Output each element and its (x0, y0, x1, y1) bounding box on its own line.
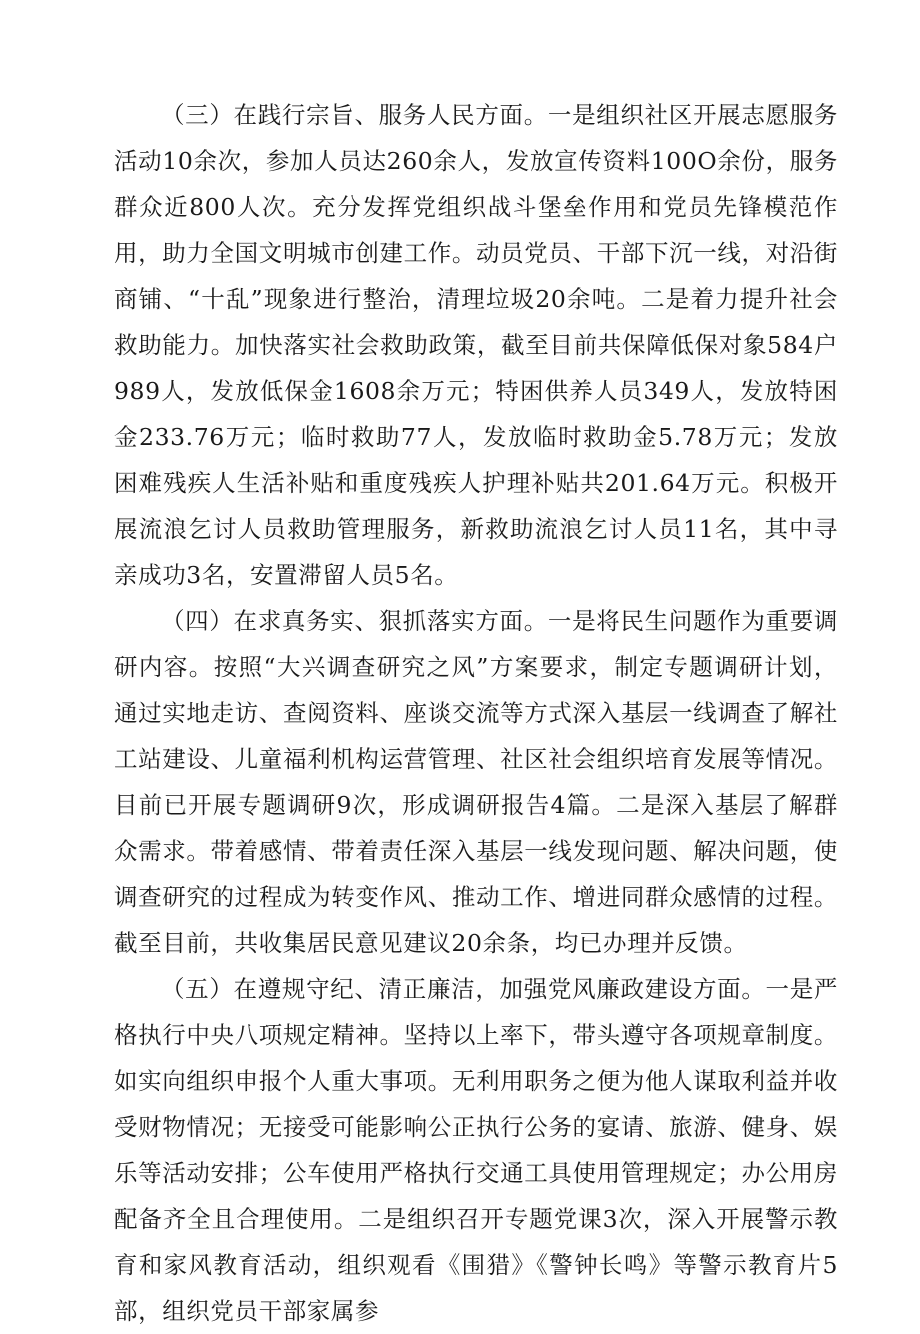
document-body (114, 92, 838, 1334)
paragraph-section-4: （四）在求真务实、狠抓落实方面。一是将民生问题作为重要调研内容。按照“大兴调查研究之风”方案要求，制定专题调研计划，通过实地走访、查阅资料、座谈交流等方式深入基层一线调查了解社工站建设、儿童福利机构运营管理、社区社会组织培育发展等情况。目前已开展专题调研9次，形成调研报告4篇。二是深入基层了解群众需求。带着感情、带着责任深入基层一线发现问题、解决问题，使调查研究的过程成为转变作风、推动工作、增进同群众感情的过程。截至目前，共收集居民意见建议20余条，均已办理并反馈。 (114, 607, 838, 957)
paragraph-section-5: （五）在遵规守纪、清正廉洁，加强党风廉政建设方面。一是严格执行中央八项规定精神。坚持以上率下，带头遵守各项规章制度。如实向组织申报个人重大事项。无利用职务之便为他人谋取利益并收受财物情况；无接受可能影响公正执行公务的宴请、旅游、健身、娱乐等活动安排；公车使用严格执行交通工具使用管理规定；办公用房配备齐全且合理使用。二是组织召开专题党课3次，深入开展警示教育和家风教育活动，组织观看《围猎》《警钟长鸣》等警示教育片5部，组织党员干部家属参 (114, 975, 838, 1325)
paragraph-section-3: （三）在践行宗旨、服务人民方面。一是组织社区开展志愿服务活动10余次，参加人员达260余人，发放宣传资料100O余份，服务群众近800人次。充分发挥党组织战斗堡垒作用和党员先锋模范作用，助力全国文明城市创建工作。动员党员、干部下沉一线，对沿街商铺、“十乱”现象进行整治，清理垃圾20余吨。二是着力提升社会救助能力。加快落实社会救助政策，截至目前共保障低保对象584户989人，发放低保金1608余万元；特困供养人员349人，发放特困金233.76万元；临时救助77人，发放临时救助金5.78万元；发放困难残疾人生活补贴和重度残疾人护理补贴共201.64万元。积极开展流浪乞讨人员救助管理服务，新救助流浪乞讨人员11名，其中寻亲成功3名，安置滞留人员5名。 (114, 101, 838, 589)
